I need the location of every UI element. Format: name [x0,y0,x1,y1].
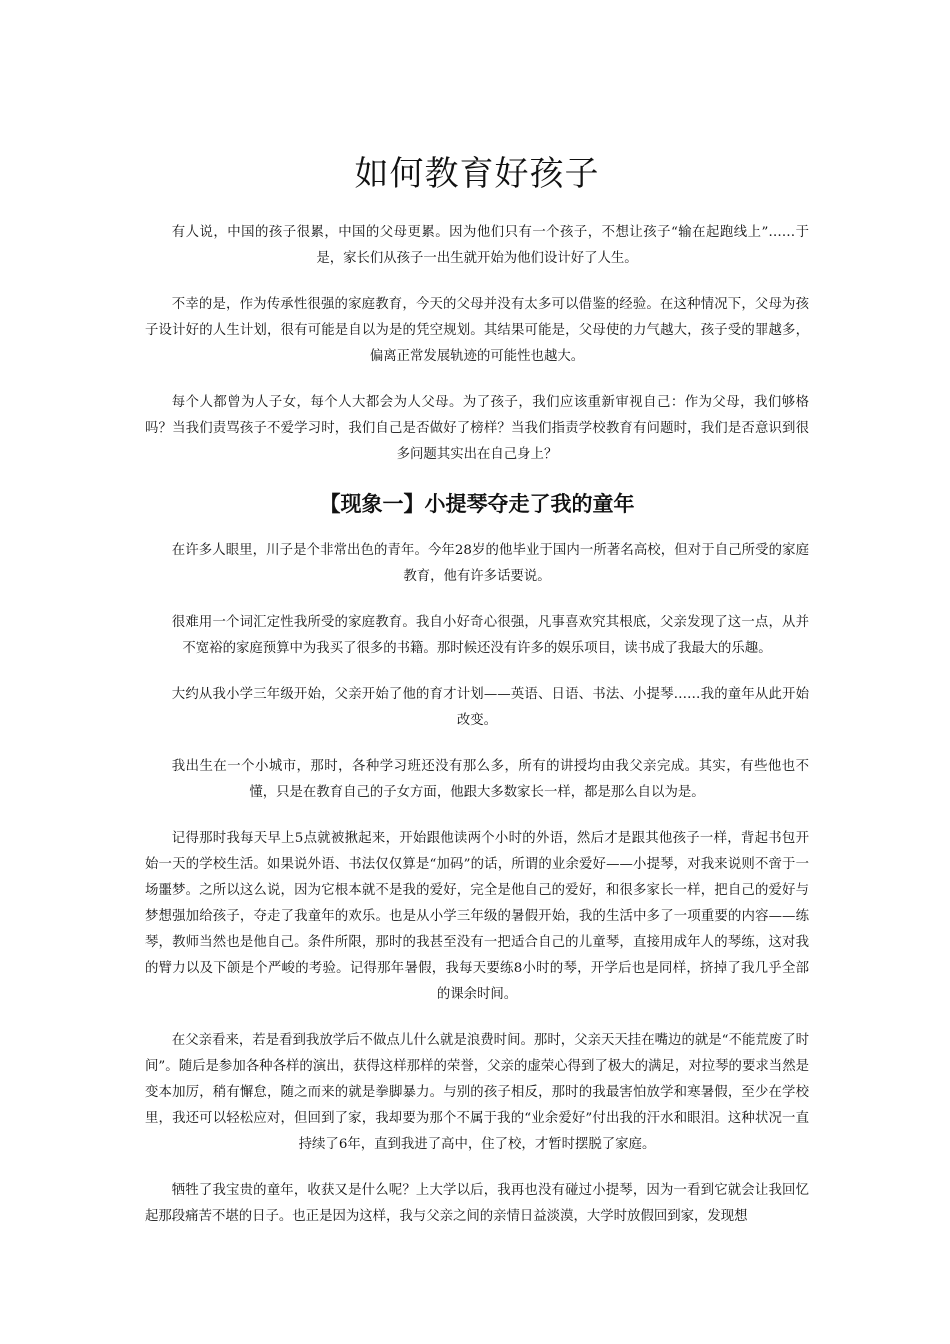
body-paragraph: 在父亲看来，若是看到我放学后不做点儿什么就是浪费时间。那时，父亲天天挂在嘴边的就是“不能荒废了时间”。随后是参加各种各样的演出，获得这样那样的荣誉，父亲的虚荣心得到了极大的满足，对拉琴的要求当然是变本加厉，稍有懈怠，随之而来的就是拳脚暴力。与别的孩子相反，那时的我最害怕放学和寒暑假，至少在学校里，我还可以轻松应对，但回到了家，我却要为那个不属于我的“业余爱好”付出我的汗水和眼泪。这种状况一直持续了6年，直到我进了高中，住了校，才暂时摆脱了家庭。 [145,1033,809,1152]
section-heading: 【现象一】小提琴夺走了我的童年 [319,492,635,516]
body-paragraph: 大约从我小学三年级开始，父亲开始了他的育才计划——英语、日语、书法、小提琴……我的童年从此开始改变。 [171,687,809,728]
document-title: 如何教育好孩子 [354,154,600,194]
document-page [145,150,809,1230]
body-paragraph: 在许多人眼里，川子是个非常出色的青年。今年28岁的他毕业于国内一所著名高校，但对于自己所受的家庭教育，他有许多话要说。 [171,543,809,584]
intro-paragraph: 不幸的是，作为传承性很强的家庭教育，今天的父母并没有太多可以借鉴的经验。在这种情况下，父母为孩子设计好的人生计划，很有可能是自以为是的凭空规划。其结果可能是，父母使的力气越大，孩子受的罪越多，偏离正常发展轨迹的可能性也越大。 [145,297,809,364]
body-paragraph: 牺牲了我宝贵的童年，收获又是什么呢？上大学以后，我再也没有碰过小提琴，因为一看到它就会让我回忆起那段痛苦不堪的日子。也正是因为这样，我与父亲之间的亲情日益淡漠，大学时放假回到家，发现想 [145,1183,809,1224]
body-paragraph: 很难用一个词汇定性我所受的家庭教育。我自小好奇心很强，凡事喜欢究其根底，父亲发现了这一点，从并不宽裕的家庭预算中为我买了很多的书籍。那时候还没有许多的娱乐项目，读书成了我最大的乐趣。 [171,615,809,656]
body-paragraph: 我出生在一个小城市，那时，各种学习班还没有那么多，所有的讲授均由我父亲完成。其实，有些他也不懂，只是在教育自己的子女方面，他跟大多数家长一样，都是那么自以为是。 [171,759,809,800]
intro-paragraph: 有人说，中国的孩子很累，中国的父母更累。因为他们只有一个孩子，不想让孩子“输在起跑线上”……于是，家长们从孩子一出生就开始为他们设计好了人生。 [171,225,809,266]
body-paragraph: 记得那时我每天早上5点就被揪起来，开始跟他读两个小时的外语，然后才是跟其他孩子一样，背起书包开始一天的学校生活。如果说外语、书法仅仅算是“加码”的话，所谓的业余爱好——小提琴，对我来说则不啻于一场噩梦。之所以这么说，因为它根本就不是我的爱好，完全是他自己的爱好，和很多家长一样，把自己的爱好与梦想强加给孩子，夺走了我童年的欢乐。也是从小学三年级的暑假开始，我的生活中多了一项重要的内容——练琴，教师当然也是他自己。条件所限，那时的我甚至没有一把适合自己的儿童琴，直接用成年人的琴练，这对我的臂力以及下颌是个严峻的考验。记得那年暑假，我每天要练8小时的琴，开学后也是同样，挤掉了我几乎全部的课余时间。 [145,831,809,1002]
intro-paragraph: 每个人都曾为人子女，每个人大都会为人父母。为了孩子，我们应该重新审视自己：作为父母，我们够格吗？当我们责骂孩子不爱学习时，我们自己是否做好了榜样？当我们指责学校教育有问题时，我们是否意识到很多问题其实出在自己身上？ [145,395,809,462]
